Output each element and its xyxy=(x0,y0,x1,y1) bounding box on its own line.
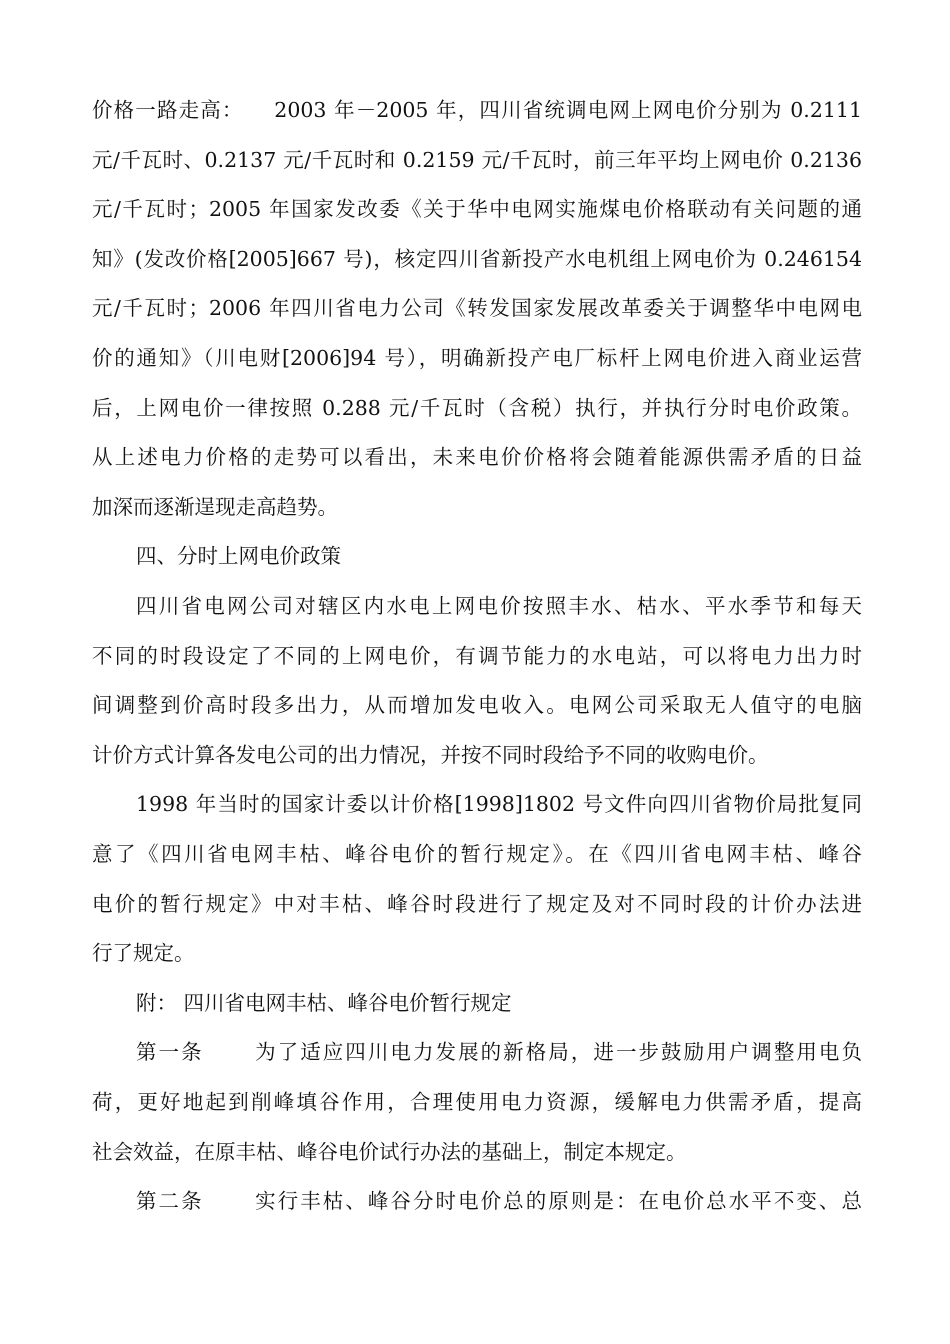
article-2-line: 第二条 实行丰枯、峰谷分时电价总的原则是：在电价总水平不变、总 xyxy=(136,1189,862,1213)
text-line: 加深而逐渐逞现走高趋势。 xyxy=(92,495,338,519)
text-line: 社会效益，在原丰枯、峰谷电价试行办法的基础上，制定本规定。 xyxy=(92,1140,687,1164)
text-line: 四川省电网公司对辖区内水电上网电价按照丰水、枯水、平水季节和每天 xyxy=(136,594,862,618)
appendix-heading: 附： 四川省电网丰枯、峰谷电价暂行规定 xyxy=(136,991,512,1015)
text-line: 元/千瓦时、0.2137 元/千瓦时和 0.2159 元/千瓦时，前三年平均上网电价 0.2136 xyxy=(92,148,862,172)
text-line: 价格一路走高： 2003 年－2005 年，四川省统调电网上网电价分别为 0.2111 xyxy=(92,98,862,122)
text-line: 1998 年当时的国家计委以计价格[1998]1802 号文件向四川省物价局批复同 xyxy=(136,792,862,816)
text-line: 电价的暂行规定》中对丰枯、峰谷时段进行了规定及对不同时段的计价办法进 xyxy=(92,892,862,916)
text-line: 后，上网电价一律按照 0.288 元/千瓦时（含税）执行，并执行分时电价政策。 xyxy=(92,396,862,420)
section-heading: 四、分时上网电价政策 xyxy=(136,544,341,568)
text-line: 意了《四川省电网丰枯、峰谷电价的暂行规定》。在《四川省电网丰枯、峰谷 xyxy=(92,842,862,866)
text-line: 间调整到价高时段多出力，从而增加发电收入。电网公司采取无人值守的电脑 xyxy=(92,693,862,717)
text-line: 知》(发改价格[2005]667 号)，核定四川省新投产水电机组上网电价为 0.246154 xyxy=(92,247,862,271)
text-line: 元/千瓦时；2006 年四川省电力公司《转发国家发展改革委关于调整华中电网电 xyxy=(92,296,862,320)
text-line: 价的通知》（川电财[2006]94 号），明确新投产电厂标杆上网电价进入商业运营 xyxy=(92,346,862,370)
text-line: 元/千瓦时；2005 年国家发改委《关于华中电网实施煤电价格联动有关问题的通 xyxy=(92,197,862,221)
text-line: 计价方式计算各发电公司的出力情况，并按不同时段给予不同的收购电价。 xyxy=(92,743,769,767)
text-line: 从上述电力价格的走势可以看出，未来电价价格将会随着能源供需矛盾的日益 xyxy=(92,445,862,469)
text-line: 行了规定。 xyxy=(92,941,195,965)
text-line: 不同的时段设定了不同的上网电价，有调节能力的水电站，可以将电力出力时 xyxy=(92,644,862,668)
article-1-line: 第一条 为了适应四川电力发展的新格局，进一步鼓励用户调整用电负 xyxy=(136,1040,862,1064)
text-line: 荷，更好地起到削峰填谷作用，合理使用电力资源，缓解电力供需矛盾，提高 xyxy=(92,1090,862,1114)
